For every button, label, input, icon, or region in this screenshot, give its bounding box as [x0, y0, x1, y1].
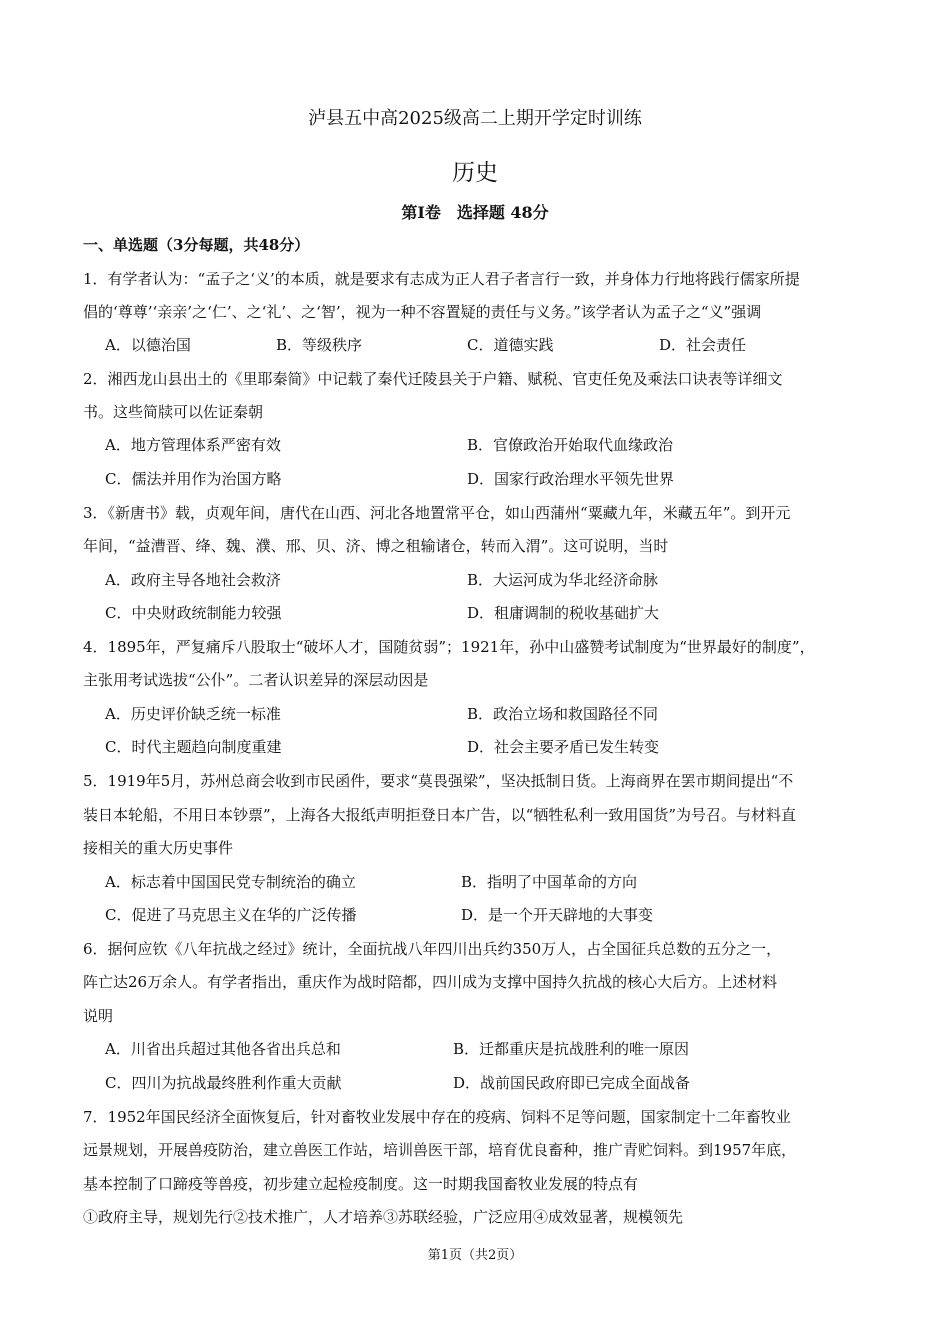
q3-option-c: C．中央财政统制能力较强 — [105, 604, 282, 622]
q1-stem-line-1: 1．有学者认为：“孟子之‘义’的本质，就是要求有志成为正人君子者言行一致，并身体力行地将践行儒家所提 — [83, 270, 800, 288]
q5-option-c: C．促进了马克思主义在华的广泛传播 — [105, 906, 357, 924]
q4-option-a: A．历史评价缺乏统一标准 — [105, 705, 281, 723]
q6-option-c: C．四川为抗战最终胜利作重大贡献 — [105, 1074, 342, 1092]
q3-option-b: B．大运河成为华北经济命脉 — [467, 571, 659, 589]
q5-stem-line-3: 接相关的重大历史事件 — [83, 839, 234, 857]
q4-stem-line-1: 4．1895年，严复痛斥八股取士“破坏人才，国随贫弱”；1921年，孙中山盛赞考试制度为“世界最好的制度”， — [83, 638, 815, 656]
section-heading: 一、单选题（3分每题，共48分） — [83, 236, 310, 254]
q5-option-d: D．是一个开天辟地的大事变 — [461, 906, 654, 924]
q2-stem-line-2: 书。这些简牍可以佐证秦朝 — [83, 403, 264, 421]
q1-option-d: D．社会责任 — [659, 336, 747, 354]
q5-option-b: B．指明了中国革命的方向 — [461, 873, 638, 891]
q5-stem-line-2: 装日本轮船，不用日本钞票”，上海各大报纸声明拒登日本广告，以“牺牲私利一致用国货”为号召。与材料直 — [83, 806, 797, 824]
q3-option-d: D．租庸调制的税收基础扩大 — [467, 604, 660, 622]
q3-stem-line-2: 年间，“益漕晋、绛、魏、濮、邢、贝、济、博之租输诸仓，转而入渭”。这可说明，当时 — [83, 537, 669, 555]
q4-stem-line-2: 主张用考试选拔“公仆”。二者认识差异的深层动因是 — [83, 671, 429, 689]
q3-stem-line-1: 3．《新唐书》载，贞观年间，唐代在山西、河北各地置常平仓，如山西蒲州“粟藏九年，米藏五年”。到开元 — [83, 504, 791, 522]
q7-stem-line-3: 基本控制了口蹄疫等兽疫，初步建立起检疫制度。这一时期我国畜牧业发展的特点有 — [83, 1175, 639, 1193]
q6-option-d: D．战前国民政府即已完成全面战备 — [453, 1074, 691, 1092]
exam-title: 泸县五中高2025级高二上期开学定时训练 — [308, 108, 642, 129]
q6-stem-line-3: 说明 — [83, 1007, 114, 1025]
q7-stem-line-4: ①政府主导，规划先行②技术推广，人才培养③苏联经验，广泛应用④成效显著，规模领先 — [83, 1208, 684, 1226]
q1-stem-line-2: 倡的‘尊尊’‘亲亲’之‘仁’、之‘礼’、之‘智’，视为一种不容置疑的责任与义务。”该学者认为孟子之“义”强调 — [83, 303, 762, 321]
q7-stem-line-2: 远景规划，开展兽疫防治，建立兽医工作站，培训兽医干部，培育优良畜种，推广青贮饲料。到1957年底， — [83, 1141, 797, 1159]
part-heading: 第Ⅰ卷 选择题 48分 — [401, 203, 549, 222]
q4-option-d: D．社会主要矛盾已发生转变 — [467, 738, 660, 756]
q4-option-b: B．政治立场和救国路径不同 — [467, 705, 659, 723]
q6-stem-line-1: 6．据何应钦《八年抗战之经过》统计，全面抗战八年四川出兵约350万人，占全国征兵总数的五分之一， — [83, 940, 782, 958]
page-footer: 第1页（共2页） — [427, 1248, 523, 1263]
q3-option-a: A．政府主导各地社会救济 — [105, 571, 281, 589]
q6-stem-line-2: 阵亡达26万余人。有学者指出，重庆作为战时陪都，四川成为支撑中国持久抗战的核心大后方。上述材料 — [83, 973, 778, 991]
q1-option-a: A．以德治国 — [105, 336, 191, 354]
subject-heading: 历史 — [452, 160, 498, 186]
q1-option-c: C．道德实践 — [467, 336, 554, 354]
q2-stem-line-1: 2．湘西龙山县出土的《里耶秦简》中记载了秦代迁陵县关于户籍、赋税、官吏任免及乘法口诀表等详细文 — [83, 370, 783, 388]
q4-option-c: C．时代主题趋向制度重建 — [105, 738, 282, 756]
q2-option-d: D．国家行政治理水平领先世界 — [467, 470, 675, 488]
q2-option-c: C．儒法并用作为治国方略 — [105, 470, 282, 488]
q7-stem-line-1: 7．1952年国民经济全面恢复后，针对畜牧业发展中存在的疫病、饲料不足等问题，国家制定十二年畜牧业 — [83, 1108, 791, 1126]
q5-stem-line-1: 5．1919年5月，苏州总商会收到市民函件，要求“莫畏强梁”，坚决抵制日货。上海商界在罢市期间提出“不 — [83, 772, 794, 790]
q2-option-b: B．官僚政治开始取代血缘政治 — [467, 436, 674, 454]
q6-option-b: B．迁都重庆是抗战胜利的唯一原因 — [453, 1040, 690, 1058]
q2-option-a: A．地方管理体系严密有效 — [105, 436, 281, 454]
q1-option-b: B．等级秩序 — [276, 336, 363, 354]
q6-option-a: A．川省出兵超过其他各省出兵总和 — [105, 1040, 341, 1058]
q5-option-a: A．标志着中国国民党专制统治的确立 — [105, 873, 356, 891]
